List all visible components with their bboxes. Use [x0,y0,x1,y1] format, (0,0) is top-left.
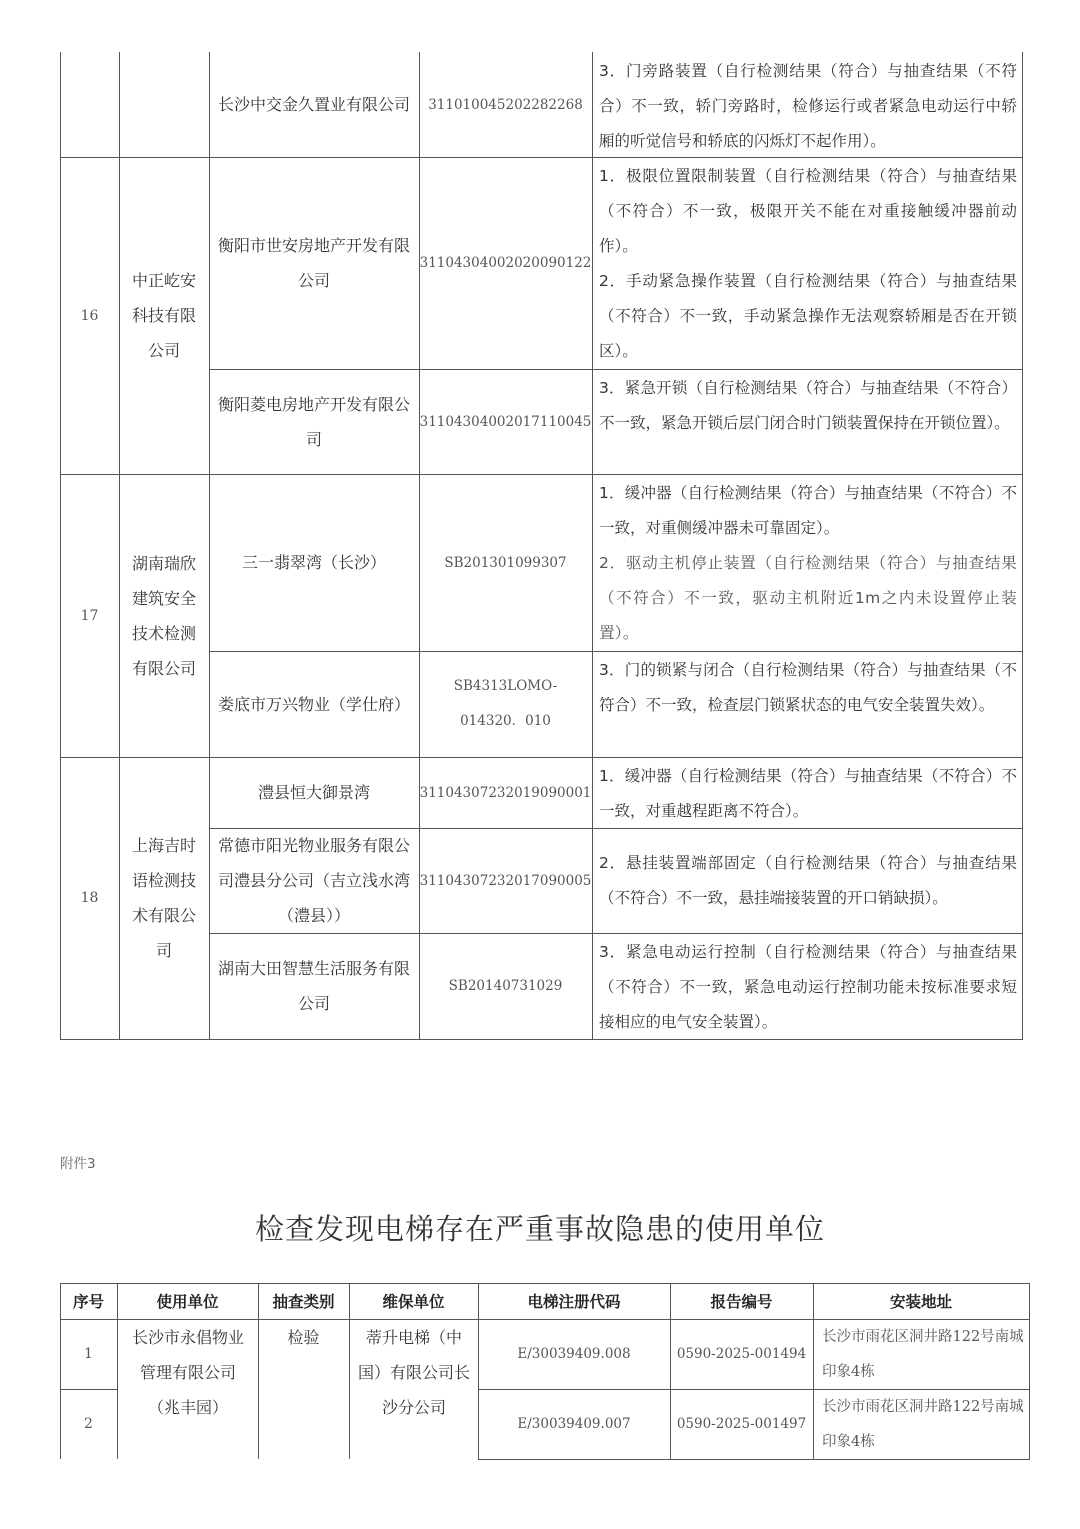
row-seq: 16 [80,307,99,324]
inspection-company-cell: 上海吉时语检测技术有限公司 [131,836,196,960]
annex-label: 附件3 [60,1156,96,1172]
issue-description-cell: 3．紧急电动运行控制（自行检测结果（符合）与抽查结果（不符合）不一致，紧急电动运行控制功能未按标准要求短接相应的电气安全装置）。 [599,943,1017,1031]
issue-description-cell: 1．缓冲器（自行检测结果（符合）与抽查结果（不符合）不一致，对重越程距离不符合）。 [599,767,1017,820]
user-unit-cell: 澧县恒大御景湾 [257,783,370,802]
row-seq: 2 [84,1416,93,1432]
header-maintainer: 维保单位 [382,1293,445,1311]
issue-description-cell: 1．缓冲器（自行检测结果（符合）与抽查结果（不符合）不一致，对重侧缓冲器未可靠固定）。 2．驱动主机停止装置（自行检测结果（符合）与抽查结果（不符合）不一致，驱动主机附近1m之内未设置停止装置）。 [599,484,1017,642]
issue-description-cell: 2．悬挂装置端部固定（自行检测结果（符合）与抽查结果（不符合）不一致，悬挂端接装置的开口销缺损）。 [599,854,1017,907]
page-title: 检查发现电梯存在严重事故隐患的使用单位 [254,1212,825,1246]
registration-code-cell: 31104307232017090005 [419,872,592,889]
inspection-company-cell: 湖南瑞欣建筑安全技术检测有限公司 [131,553,196,678]
registration-code-cell: 31104307232019090001 [419,784,592,801]
registration-code-cell: 31104304002017110045 [419,413,592,430]
issue-description-cell: 3．门旁路装置（自行检测结果（符合）与抽查结果（不符合）不一致，轿门旁路时，检修运行或者紧急电动运行中轿厢的听觉信号和轿底的闪烁灯不起作用）。 [599,62,1017,150]
user-unit-cell: 湖南大田智慧生活服务有限公司 [217,959,410,1013]
registration-code-cell: SB4313LOMO-014320．010 [453,678,558,729]
registration-code-cell: 31101004520228226​8 [428,96,583,113]
maintainer-cell: 蒂升电梯（中国）有限公司长沙分公司 [357,1328,470,1417]
issue-description-cell: 1．极限位置限制装置（自行检测结果（符合）与抽查结果（不符合）不一致，极限开关不能在对重接触缓冲器前动作）。 2．手动紧急操作装置（自行检测结果（符合）与抽查结果（不符合）不一致，手动紧急操作无法观察轿厢是否在开锁区）。 [599,167,1017,360]
row-seq: 1 [84,1346,93,1362]
row-seq: 18 [80,890,99,906]
issue-description-cell: 3．门的锁紧与闭合（自行检测结果（符合）与抽查结果（不符合）不一致，检查层门锁紧状态的电气安全装置失效）。 [599,661,1017,714]
header-report-number: 报告编号 [710,1293,773,1311]
check-type-cell: 检验 [287,1328,320,1347]
header-registration-code: 电梯注册代码 [527,1293,621,1311]
row-seq: 17 [80,607,99,624]
header-install-address: 安装地址 [889,1293,952,1311]
registration-code-cell: E/30039409.007 [517,1416,631,1432]
header-seq: 序号 [72,1293,104,1311]
inspection-company-cell: 中正屹安科技有限公司 [131,271,196,360]
report-number-cell: 0590-2025-001497 [676,1416,807,1432]
header-check-type: 抽查类别 [272,1293,335,1311]
user-unit-cell: 娄底市万兴物业（学仕府） [217,694,410,714]
install-address-cell: 长沙市雨花区洞井路122号南城印象4栋 [822,1329,1024,1380]
user-unit-cell: 三一翡翠湾（长沙） [241,553,386,572]
user-unit-cell: 衡阳市世安房地产开发有限公司 [217,236,410,290]
header-user-unit: 使用单位 [156,1293,219,1311]
registration-code-cell: E/30039409.008 [517,1346,631,1362]
install-address-cell: 长沙市雨花区洞井路122号南城印象4栋 [822,1399,1024,1450]
user-unit-cell: 长沙市永倡物业管理有限公司（兆丰园） [131,1328,244,1417]
issue-description-cell: 3．紧急开锁（自行检测结果（符合）与抽查结果（不符合）不一致，紧急开锁后层门闭合时门锁装置保持在开锁位置）。 [599,379,1017,432]
report-number-cell: 0590-2025-001494 [676,1346,807,1362]
user-unit-cell: 衡阳菱电房地产开发有限公司 [217,394,410,449]
user-unit-cell: 常德市阳光物业服务有限公司澧县分公司（吉立浅水湾（澧县）） [217,836,410,925]
registration-code-cell: SB201301099307 [444,554,567,571]
registration-code-cell: 31104304002020090122 [419,255,592,271]
registration-code-cell: SB20140731029 [448,978,563,994]
user-unit-cell: 长沙中交金久置业有限公司 [217,95,410,114]
